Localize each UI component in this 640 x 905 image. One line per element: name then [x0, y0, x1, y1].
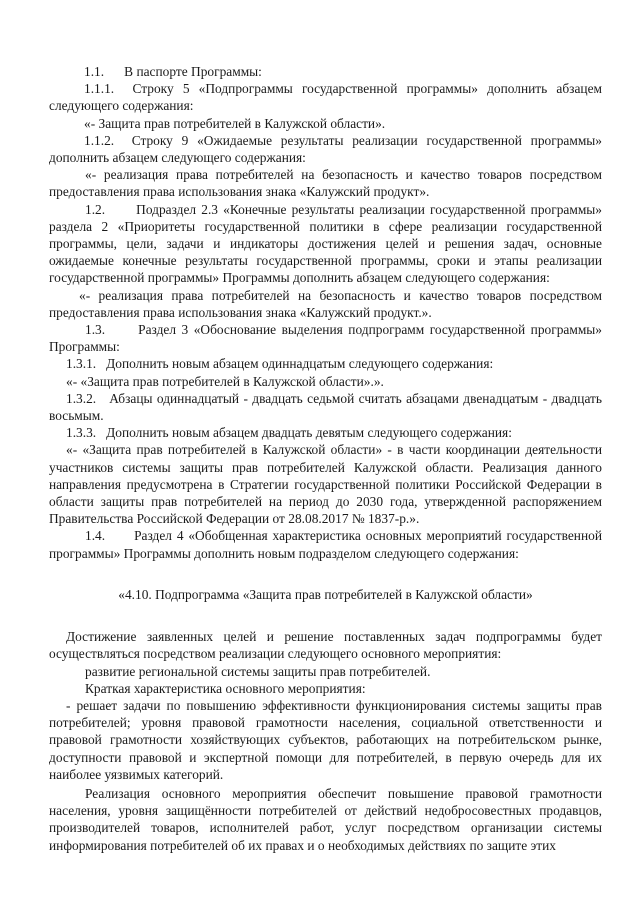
paragraph-characteristic: Краткая характеристика основного мероприятия: — [85, 680, 366, 696]
paragraph-implementation: Реализация основного мероприятия обеспечит повышение правовой грамотности населения, уровня защищённости потребителей от действий недобросовестных продавцов, производителей товаров, исполнителей работ, услуг посредством организации системы информирования потребителей об их правах и о необходимых действиях по защите этих — [49, 785, 602, 853]
paragraph-1-3: 1.3. Раздел 3 «Обоснование выделения подпрограмм государственной программы» Программы: — [49, 322, 602, 355]
paragraph-1-3-3: 1.3.3. Дополнить новым абзацем двадцать девятым следующего содержания: — [66, 425, 512, 441]
paragraph-achievement: Достижение заявленных целей и решение поставленных задач подпрограммы будет осуществляться посредством реализации следующего основного мероприятия: — [49, 629, 602, 662]
paragraph-1-3-2: 1.3.2. Абзацы одиннадцатый - двадцать седьмой считать абзацами двенадцатым - двадцать восьмым. — [49, 390, 602, 424]
subsection-heading: «4.10. Подпрограмма «Защита прав потребителей в Калужской области» — [118, 586, 533, 602]
paragraph-tasks: - решает задачи по повышению эффективности функционирования системы защиты прав потребителей; уровня правовой грамотности населения, социальной ответственности и правовой грамотности хозяйствующих субъектов, работающих на потребительском рынке, доступности правовой и экспертной помощи для потребителей, в первую очередь для их наиболее уязвимых категорий. — [49, 697, 602, 782]
paragraph-quote-2: «- реализация права потребителей на безопасность и качество товаров посредством предоставления права использования знака «Калужский продукт». — [49, 167, 602, 200]
paragraph-1-1-1: 1.1.1. Строку 5 «Подпрограммы государственной программы» дополнить абзацем следующего содержания: — [49, 81, 602, 114]
paragraph-1-1: 1.1. В паспорте Программы: — [84, 64, 262, 79]
paragraph-1-1-2: 1.1.2. Строку 9 «Ожидаемые результаты реализации государственной программы» дополнить абзацем следующего содержания: — [49, 132, 602, 166]
paragraph-1-4: 1.4. Раздел 4 «Обобщенная характеристика основных мероприятий государственной программы» Программы дополнить новым подразделом следующего содержания: — [49, 528, 602, 561]
paragraph-1-2: 1.2. Подраздел 2.3 «Конечные результаты реализации государственной программы» раздела 2 «Приоритеты государственной политики в сфере реализации государственной программы, цели, задачи и индикаторы достижения целей и решения задач, основные ожидаемые конечные результаты государственной программы, сроки и этапы реализации государственной программы» Программы дополнить абзацем следующего содержания: — [49, 201, 602, 286]
paragraph-quote-5: «- «Защита прав потребителей в Калужской области» - в части координации деятельности участников системы защиты прав потребителей Калужской области. Реализация данного направления предусмотрена в Стратегии государственной политики Российской Федерации в области защиты прав потребителей на период до 2030 года, утвержденной распоряжением Правительства Российской Федерации от 28.08.2017 № 1837-р.». — [49, 442, 602, 527]
paragraph-quote-4: «- «Защита прав потребителей в Калужской области».». — [66, 373, 384, 389]
paragraph-1-3-1: 1.3.1. Дополнить новым абзацем одиннадцатым следующего содержания: — [66, 356, 494, 372]
paragraph-development: развитие региональной системы защиты прав потребителей. — [85, 663, 431, 679]
paragraph-quote-1: «- Защита прав потребителей в Калужской области». — [84, 115, 386, 131]
document-body — [49, 63, 602, 854]
paragraph-quote-3: «- реализация права потребителей на безопасность и качество товаров посредством предоставления права использования знака «Калужский продукт.». — [49, 287, 602, 320]
